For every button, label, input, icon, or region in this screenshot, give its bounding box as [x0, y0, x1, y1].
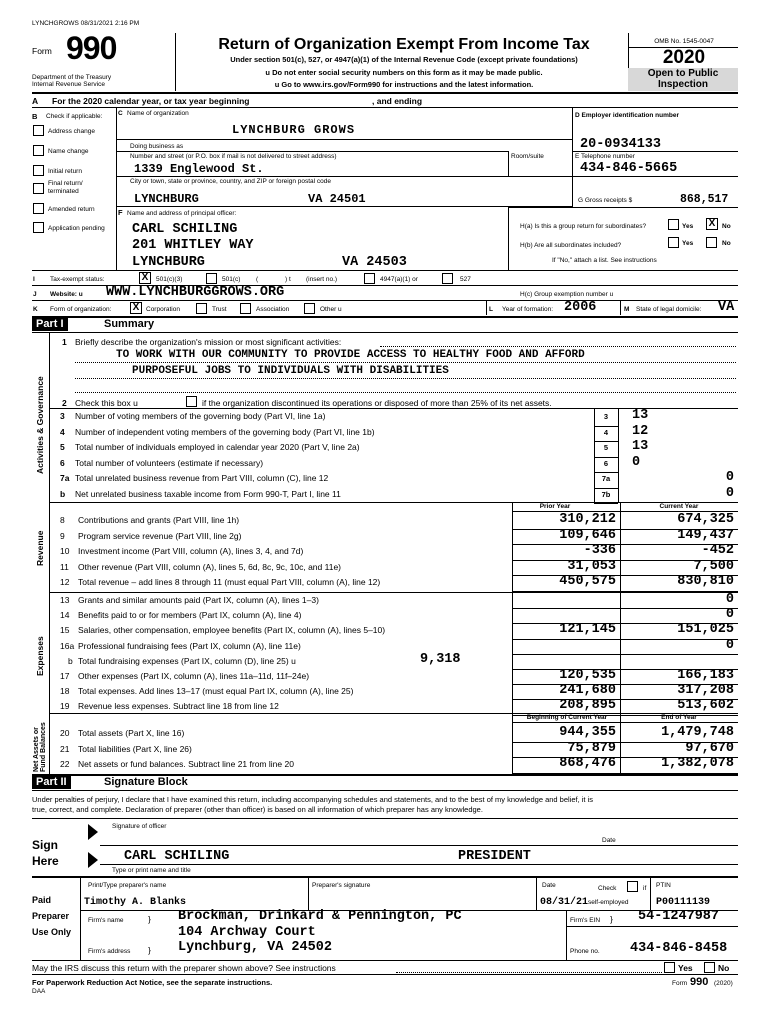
line1-no: 1 [62, 337, 67, 347]
pra-notice: For Paperwork Reduction Act Notice, see the separate instructions. [32, 978, 273, 987]
address-change-label: Address change [48, 128, 95, 135]
fin-row-divider [512, 773, 738, 774]
527-checkbox[interactable] [442, 273, 453, 284]
daa-label: DAA [32, 988, 46, 995]
sidebar-net-1: Net Assets or [33, 727, 40, 772]
preparer-phone: 434-846-8458 [630, 941, 728, 956]
hb-no-checkbox[interactable] [706, 237, 717, 248]
fin-line-current: 1,382,078 [661, 756, 734, 771]
gov-row-divider [594, 441, 618, 442]
501c-checkbox[interactable] [206, 273, 217, 284]
fin-line-text: Grants and similar amounts paid (Part IX, column (A), lines 1–3) [78, 595, 319, 605]
terminated-label: terminated [48, 188, 79, 195]
officer-name: CARL SCHILING [132, 222, 238, 237]
firm-address-arrow: } [148, 945, 151, 955]
url-notice: u Go to www.irs.gov/Form990 for instructions and the latest information. [274, 80, 534, 89]
fin-line-no: 20 [60, 728, 70, 738]
501c3-label: 501(c)(3) [156, 276, 183, 283]
gov-line-no: 6 [60, 457, 65, 468]
principal-officer-label: Name and address of principal officer: [127, 210, 237, 217]
formation-label: Year of formation: [502, 306, 554, 313]
col-current-year: Current Year [659, 503, 699, 510]
gov-row-divider [594, 503, 618, 504]
final-return-label: Final return/ [48, 180, 83, 187]
gov-row-divider [594, 426, 618, 427]
footer-form-number: 990 [690, 976, 709, 988]
mission-line1: TO WORK WITH OUR COMMUNITY TO PROVIDE ACCESS TO HEALTHY FOOD AND AFFORD [116, 349, 585, 361]
firm-ein-label: Firm's EIN [570, 917, 601, 924]
hb-yes-label: Yes [682, 240, 694, 247]
name-change-label: Name change [48, 148, 89, 155]
gov-line-box: 5 [603, 443, 609, 452]
fin-line-current: 0 [725, 607, 734, 623]
fin-line-current: 7,500 [693, 558, 734, 574]
formation-year: 2006 [564, 300, 597, 315]
fin-line-no: 22 [60, 759, 70, 769]
line-k-label: K [33, 306, 38, 313]
fin-line-text: Total assets (Part X, line 16) [78, 728, 185, 738]
fin-line-current: 97,670 [685, 740, 734, 756]
discuss-yes-label: Yes [678, 963, 693, 973]
application-pending-label: Application pending [48, 225, 105, 232]
other-org-checkbox[interactable] [304, 303, 315, 314]
paid-label: Paid [32, 895, 52, 905]
gov-line-no: 5 [60, 442, 65, 452]
gov-row-divider [594, 488, 618, 489]
fin-line-no: 14 [60, 610, 70, 621]
fin-line-text: Revenue less expenses. Subtract line 18 from line 12 [78, 701, 279, 712]
4947-label: 4947(a)(1) or [380, 276, 418, 283]
gov-line-box: 6 [603, 458, 609, 468]
fin-line-text: Salaries, other compensation, employee benefits (Part IX, column (A), lines 5–10) [78, 625, 386, 636]
fundraising-expense-value: 9,318 [420, 652, 461, 667]
fin-line-text: Total revenue – add lines 8 through 11 (must equal Part VIII, column (A), line 12) [78, 577, 381, 587]
open-public-2: Inspection [657, 79, 708, 90]
sidebar-governance: Activities & Governance [35, 376, 45, 474]
website-label: Website: u [50, 291, 83, 298]
ptin-value: P00111139 [656, 897, 711, 908]
gov-line-value: 0 [725, 470, 734, 485]
sign-here-arrows [86, 820, 100, 874]
gov-row-divider [594, 472, 618, 473]
sign-label: Sign [32, 838, 58, 852]
line-a-text: For the 2020 calendar year, or tax year beginning [52, 96, 250, 106]
gov-line-box: 4 [603, 427, 609, 437]
preparer-name-label: Print/Type preparer's name [88, 882, 167, 889]
gov-line-text: Total unrelated business revenue from Part VIII, column (C), line 12 [75, 473, 329, 483]
fin-line-current: 513,602 [677, 698, 734, 714]
association-checkbox[interactable] [240, 303, 251, 314]
fin-line-current: 1,479,748 [661, 725, 734, 740]
line2-text-b: if the organization discontinued its operations or disposed of more than 25% of its net assets. [202, 398, 552, 408]
org-name-label: Name of organization [127, 110, 189, 117]
if-label: if [643, 885, 647, 892]
street-label: Number and street (or P.O. box if mail is not delivered to street address) [130, 153, 337, 160]
501c-paren: ( [256, 276, 259, 283]
city-label: City or town, state or province, country, and ZIP or foreign postal code [130, 178, 331, 185]
initial-return-label: Initial return [48, 168, 82, 175]
phone-value: 434-846-5665 [580, 161, 678, 176]
org-name: LYNCHBURG GROWS [232, 123, 356, 137]
fin-line-text: Total expenses. Add lines 13–17 (must equal Part IX, column (A), line 25) [78, 686, 354, 697]
fin-line-text: Contributions and grants (Part VIII, line 1h) [78, 515, 240, 525]
signature-officer-label: Signature of officer [112, 823, 167, 830]
header-stamp: LYNCHGROWS 08/31/2021 2:16 PM [32, 20, 140, 27]
room-suite-label: Room/suite [511, 153, 544, 160]
sign-arrow-icon-2 [88, 852, 98, 868]
box-c-label: C [118, 110, 123, 117]
sidebar-revenue: Revenue [35, 530, 45, 566]
ha-yes-checkbox[interactable] [668, 219, 679, 230]
line-j-label: J [33, 291, 37, 298]
gov-line-box: 7b [601, 489, 611, 499]
fin-line-prior: 241,680 [559, 683, 616, 699]
gov-line-no: 4 [60, 426, 65, 437]
self-employed-label: self-employed [588, 899, 629, 906]
fin-line-current: 151,025 [677, 622, 734, 638]
officer-city: LYNCHBURG [132, 255, 205, 270]
fin-line-no: 16a [60, 640, 75, 651]
fin-line-no: 21 [60, 743, 70, 754]
box-d-label: D Employer identification number [575, 112, 680, 119]
line-a-label: A [32, 96, 39, 106]
line2-no: 2 [62, 398, 67, 408]
association-label: Association [256, 306, 290, 313]
fin-line-text: Investment income (Part VIII, column (A), lines 3, 4, and 7d) [78, 546, 304, 556]
fin-line-no: 11 [60, 561, 69, 572]
col-begin-year: Beginning of Current Year [526, 714, 608, 721]
gov-line-value: 13 [632, 408, 649, 423]
other-org-label: Other u [320, 306, 342, 313]
amended-return-checkbox[interactable] [33, 203, 44, 214]
fin-line-prior: 109,646 [559, 527, 616, 543]
org-state-zip: VA 24501 [308, 192, 366, 206]
penalty-text-1: Under penalties of perjury, I declare that I have examined this return, including accompanying schedules and statements, and to the best of my knowledge and belief, it is [32, 795, 594, 804]
discuss-question: May the IRS discuss this return with the preparer shown above? See instructions [32, 963, 336, 973]
501c3-checkbox[interactable]: X [139, 272, 151, 284]
ha-yes-label: Yes [682, 223, 694, 230]
box-b-title: Check if applicable: [46, 113, 103, 120]
firm-name-arrow: } [148, 914, 151, 924]
discuss-no-checkbox[interactable] [704, 962, 715, 973]
gov-line-text: Total number of individuals employed in calendar year 2020 (Part V, line 2a) [75, 442, 360, 452]
fin-line-current: 317,208 [677, 683, 734, 699]
fin-line-no: 13 [60, 595, 70, 605]
box-b-label: B [32, 112, 38, 121]
fin-line-no: 10 [60, 546, 70, 556]
officer-street: 201 WHITLEY WAY [132, 238, 254, 253]
part1-title: Summary [104, 318, 155, 330]
discuss-no-label: No [718, 963, 730, 973]
gov-line-value: 0 [632, 454, 641, 470]
fin-line-current: 149,437 [677, 527, 734, 543]
dba-label: Doing business as [130, 143, 184, 150]
col-prior-year: Prior Year [539, 503, 571, 510]
hb-note: If "No," attach a list. See instructions [552, 257, 657, 264]
527-label: 527 [460, 276, 471, 283]
gov-line-no: b [60, 488, 66, 499]
fin-line-no: 19 [60, 701, 70, 712]
trust-checkbox[interactable] [196, 303, 207, 314]
website-url: WWW.LYNCHBURGGROWS.ORG [106, 285, 285, 300]
box-e-label: E Telephone number [575, 153, 635, 160]
ha-no-label: No [722, 223, 731, 230]
fin-line-text: Benefits paid to or for members (Part IX, column (A), line 4) [78, 610, 302, 621]
fin-line-text: Other expenses (Part IX, column (A), lines 11a–11d, 11f–24e) [78, 671, 310, 681]
gov-row-divider [594, 457, 618, 458]
fin-line-prior: -336 [583, 543, 616, 558]
part2-label: Part II [32, 775, 71, 789]
fin-line-prior: 120,535 [559, 668, 616, 683]
4947-checkbox[interactable] [364, 273, 375, 284]
preparer-date: 08/31/21 [540, 897, 589, 908]
ha-question: H(a) Is this a group return for subordinates? [520, 223, 647, 230]
501c-close: ) t [285, 276, 291, 283]
gross-receipts-value: 868,517 [680, 193, 729, 206]
open-public-1: Open to Public [647, 68, 719, 79]
line-i-text: Tax-exempt status: [50, 276, 105, 283]
firm-address-1: 104 Archway Court [178, 925, 316, 940]
here-label: Here [32, 854, 59, 868]
fin-line-no: 18 [60, 686, 70, 697]
preparer-label: Preparer [32, 911, 70, 921]
gov-line-value: 12 [632, 423, 649, 439]
line2-text-a: Check this box u [75, 398, 138, 408]
fin-line-no: 12 [60, 577, 70, 587]
fin-line-text: Professional fundraising fees (Part IX, column (A), line 11e) [78, 640, 301, 651]
fin-line-prior: 208,895 [559, 698, 616, 714]
fin-line-current: 166,183 [677, 668, 734, 683]
officer-state-zip: VA 24503 [342, 255, 407, 270]
fin-line-no: b [68, 655, 73, 666]
fin-line-prior: 121,145 [559, 622, 616, 638]
firm-ein-arrow: } [610, 914, 613, 924]
check-label: Check [598, 885, 617, 892]
fin-line-prior: 31,053 [567, 558, 616, 574]
fin-line-text: Other revenue (Part VIII, column (A), lines 5, 6d, 8c, 9c, 10c, and 11e) [78, 561, 341, 572]
line-a-ending: , and ending [372, 96, 423, 106]
final-return-checkbox[interactable] [33, 183, 44, 194]
fin-line-text: Total fundraising expenses (Part IX, column (D), line 25) u [78, 655, 296, 666]
fin-line-current: 0 [725, 637, 734, 653]
dept-treasury: Department of the Treasury [32, 74, 112, 81]
omb-number: OMB No. 1545-0047 [654, 38, 714, 45]
ptin-label: PTIN [656, 882, 671, 889]
gov-line-box: 7a [601, 474, 611, 483]
firm-name-label: Firm's name [88, 917, 124, 924]
fin-line-text: Program service revenue (Part VIII, line 2g) [78, 530, 242, 541]
fin-line-current: -452 [701, 543, 734, 558]
box-f-label: F [118, 208, 123, 217]
line1-text: Briefly describe the organization's mission or most significant activities: [75, 337, 342, 347]
preparer-sig-label: Preparer's signature [312, 882, 371, 889]
officer-signer: CARL SCHILING [124, 849, 230, 864]
sign-arrow-icon-1 [88, 824, 98, 840]
fin-line-no: 15 [60, 625, 70, 636]
name-change-checkbox[interactable] [33, 145, 44, 156]
hb-question: H(b) Are all subordinates included? [520, 242, 622, 249]
fin-line-text: Total liabilities (Part X, line 26) [78, 743, 192, 754]
fin-line-prior: 868,476 [559, 756, 616, 771]
hb-yes-checkbox[interactable] [668, 237, 679, 248]
gov-line-value: 0 [725, 485, 734, 501]
sidebar-net-2: Fund Balances [40, 722, 47, 772]
fin-line-current: 830,810 [677, 574, 734, 589]
form-number: 990 [66, 30, 117, 66]
gov-line-no: 3 [60, 411, 65, 421]
address-change-checkbox[interactable] [33, 125, 44, 136]
part1-label: Part I [32, 317, 68, 331]
discuss-yes-checkbox[interactable] [664, 962, 675, 973]
self-employed-checkbox[interactable] [627, 881, 638, 892]
ssn-notice: u Do not enter social security numbers on this form as it may be made public. [265, 68, 543, 77]
initial-return-checkbox[interactable] [33, 165, 44, 176]
org-street: 1339 Englewood St. [134, 162, 264, 176]
domicile-label: State of legal domicile: [636, 306, 702, 313]
gov-line-text: Number of voting members of the governing body (Part VI, line 1a) [75, 411, 326, 421]
ein-value: 20-0934133 [580, 137, 662, 152]
form-org-label: Form of organization: [50, 306, 112, 313]
fin-line-current: 0 [725, 592, 734, 607]
insert-no-label: (insert no.) [306, 276, 338, 283]
application-pending-checkbox[interactable] [33, 222, 44, 233]
fin-row-divider [512, 715, 738, 716]
fin-line-prior: 944,355 [559, 725, 616, 740]
footer-form-word: Form [672, 980, 688, 987]
org-city: LYNCHBURG [134, 192, 199, 206]
firm-address-2: Lynchburg, VA 24502 [178, 940, 332, 955]
gov-line-text: Total number of volunteers (estimate if necessary) [75, 457, 264, 468]
penalty-text-2: true, correct, and complete. Declaration of preparer (other than officer) is based on all information of which preparer has any knowledge. [32, 805, 483, 814]
trust-label: Trust [212, 306, 227, 313]
fin-line-no: 8 [60, 515, 65, 525]
sign-date-label: Date [602, 837, 616, 844]
amended-return-label: Amended return [48, 206, 95, 213]
firm-name: Brockman, Drinkard & Pennington, PC [178, 909, 462, 924]
part2-title: Signature Block [104, 776, 188, 788]
preparer-date-label: Date [542, 882, 556, 889]
ha-no-checkbox[interactable]: X [706, 218, 718, 230]
corporation-label: Corporation [146, 306, 180, 313]
hb-no-label: No [722, 240, 731, 247]
mission-line2: PURPOSEFUL JOBS TO INDIVIDUALS WITH DISABILITIES [132, 365, 449, 377]
line-m-label: M [624, 306, 630, 313]
gov-line-box: 3 [603, 412, 609, 421]
fin-line-prior: 450,575 [559, 574, 616, 589]
fin-line-no: 17 [60, 671, 70, 681]
fin-line-current: 674,325 [677, 512, 734, 527]
501c-label: 501(c) [222, 276, 241, 283]
firm-address-label: Firm's address [88, 948, 131, 955]
use-only-label: Use Only [32, 927, 72, 937]
fin-line-no: 9 [60, 530, 65, 541]
phone-no-label: Phone no. [570, 948, 600, 955]
officer-title: PRESIDENT [458, 849, 531, 864]
form-title: Return of Organization Exempt From Income Tax [218, 36, 590, 53]
gov-line-text: Net unrelated business taxable income from Form 990-T, Part I, line 11 [75, 488, 341, 499]
gov-line-text: Number of independent voting members of the governing body (Part VI, line 1b) [75, 426, 375, 437]
fin-row-divider [512, 654, 738, 655]
form-word: Form [32, 46, 52, 56]
hc-label: H(c) Group exemption number u [520, 291, 614, 298]
domicile-state: VA [718, 300, 735, 315]
tax-year: 2020 [662, 47, 706, 68]
sidebar-expenses: Expenses [35, 636, 45, 676]
preparer-name: Timothy A. Blanks [84, 897, 187, 908]
gov-line-value: 13 [632, 439, 649, 454]
footer-form-year: (2020) [714, 980, 733, 987]
gov-line-no: 7a [60, 473, 70, 483]
discontinued-checkbox[interactable] [186, 396, 197, 407]
fin-line-prior: 75,879 [567, 740, 616, 756]
line-l-label: L [489, 306, 493, 313]
type-print-label: Type or print name and title [112, 867, 191, 874]
corporation-checkbox[interactable]: X [130, 302, 142, 314]
open-public-box [628, 68, 738, 91]
box-g-label: G Gross receipts $ [578, 197, 633, 204]
irs-label: Internal Revenue Service [32, 81, 105, 88]
col-end-year: End of Year [661, 714, 697, 721]
firm-ein: 54-1247987 [638, 909, 720, 924]
fin-line-prior: 310,212 [559, 512, 616, 527]
line-i-label: I [33, 276, 35, 283]
form-subtitle: Under section 501(c), 527, or 4947(a)(1) of the Internal Revenue Code (except private foundations) [230, 55, 578, 64]
fin-line-text: Net assets or fund balances. Subtract line 21 from line 20 [78, 759, 294, 769]
